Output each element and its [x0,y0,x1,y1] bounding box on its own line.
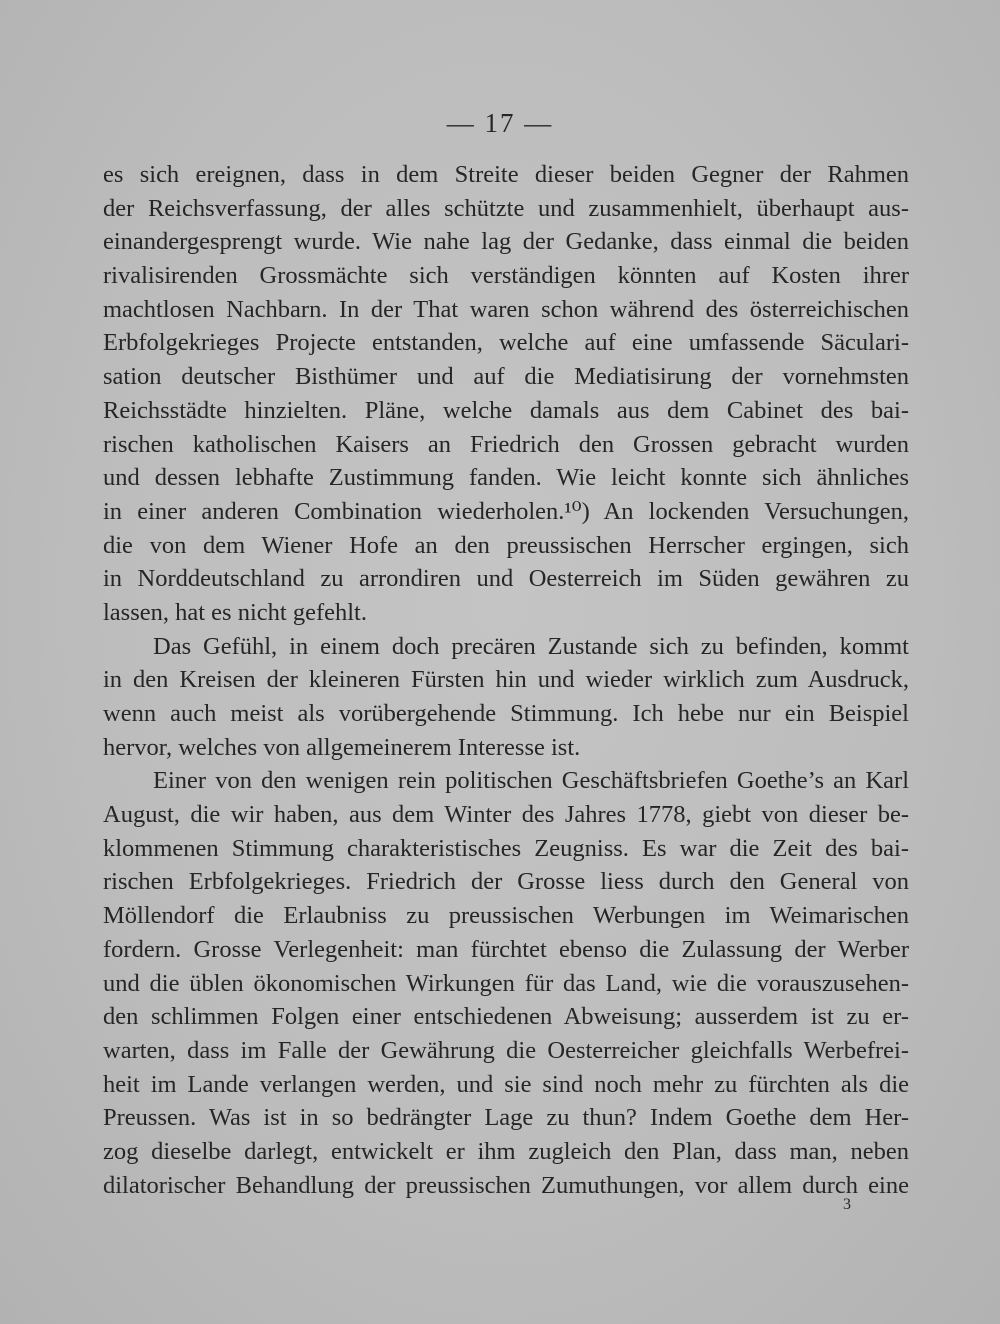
text-line: und dessen lebhafte Zustimmung fanden. Wie leicht konnte sich ähnliches [103,464,909,492]
text-line: Das Gefühl, in einem doch precären Zustande sich zu befinden, kommt [153,632,909,660]
text-line: und die üblen ökonomischen Wirkungen für das Land, wie die vorauszusehen- [103,969,909,997]
text-line: zog dieselbe darlegt, entwickelt er ihm zugleich den Plan, dass man, neben [103,1137,909,1165]
text-line: es sich ereignen, dass in dem Streite dieser beiden Gegner der Rahmen [103,161,909,188]
text-line: lassen, hat es nicht gefehlt. [103,598,367,626]
text-line: hervor, welches von allgemeinerem Interesse ist. [103,733,581,761]
text-line: fordern. Grosse Verlegenheit: man fürchtet ebenso die Zulassung der Werber [103,935,909,963]
text-line: einandergesprengt wurde. Wie nahe lag der Gedanke, dass einmal die beiden [103,228,909,256]
text-line: Erbfolgekrieges Projecte entstanden, welche auf eine umfassende Säculari- [103,329,909,357]
text-line: der Reichsverfassung, der alles schützte und zusammenhielt, überhaupt aus- [103,194,909,222]
text-line: Einer von den wenigen rein politischen Geschäftsbriefen Goethe’s an Karl [153,767,909,795]
text-line: August, die wir haben, aus dem Winter des Jahres 1778, giebt von dieser be- [103,801,909,829]
text-line: in den Kreisen der kleineren Fürsten hin und wieder wirklich zum Ausdruck, [103,666,909,694]
text-line: klommenen Stimmung charakteristisches Zeugniss. Es war die Zeit des bai- [103,834,909,862]
text-line: den schlimmen Folgen einer entschiedenen Abweisung; ausserdem ist zu er- [103,1003,909,1031]
text-line: warten, dass im Falle der Gewährung die Oesterreicher gleichfalls Werbefrei- [103,1036,909,1064]
text-line: die von dem Wiener Hofe an den preussischen Herrscher ergingen, sich [103,531,909,559]
page-number-header: — 17 — [446,108,554,138]
text-line: dilatorischer Behandlung der preussischen Zumuthungen, vor allem durch eine [103,1171,909,1199]
text-line: sation deutscher Bisthümer und auf die Mediatisirung der vornehmsten [103,363,909,391]
text-line: Möllendorf die Erlaubniss zu preussischen Werbungen im Weimarischen [103,902,909,930]
text-line: rischen Erbfolgekrieges. Friedrich der Grosse liess durch den General von [103,868,909,896]
paragraph [103,158,909,630]
text-line: in einer anderen Combination wiederholen.¹⁰) An lockenden Versuchungen, [103,497,909,525]
text-line: wenn auch meist als vorübergehende Stimmung. Ich hebe nur ein Beispiel [103,700,909,727]
signature-mark: 3 [843,1196,851,1213]
body-text [103,158,909,1202]
paragraph [103,630,909,765]
text-line: machtlosen Nachbarn. In der That waren schon während des österreichischen [103,295,909,323]
text-line: heit im Lande verlangen werden, und sie sind noch mehr zu fürchten als die [103,1070,909,1098]
text-line: Reichsstädte hinzielten. Pläne, welche damals aus dem Cabinet des bai- [103,396,909,424]
text-line: Preussen. Was ist in so bedrängter Lage zu thun? Indem Goethe dem Her- [103,1104,909,1132]
text-line: in Norddeutschland zu arrondiren und Oesterreich im Süden gewähren zu [103,565,909,593]
text-line: rischen katholischen Kaisers an Friedrich den Grossen gebracht wurden [103,430,909,458]
text-line: rivalisirenden Grossmächte sich verständigen könnten auf Kosten ihrer [103,262,909,290]
paragraph [103,764,909,1202]
